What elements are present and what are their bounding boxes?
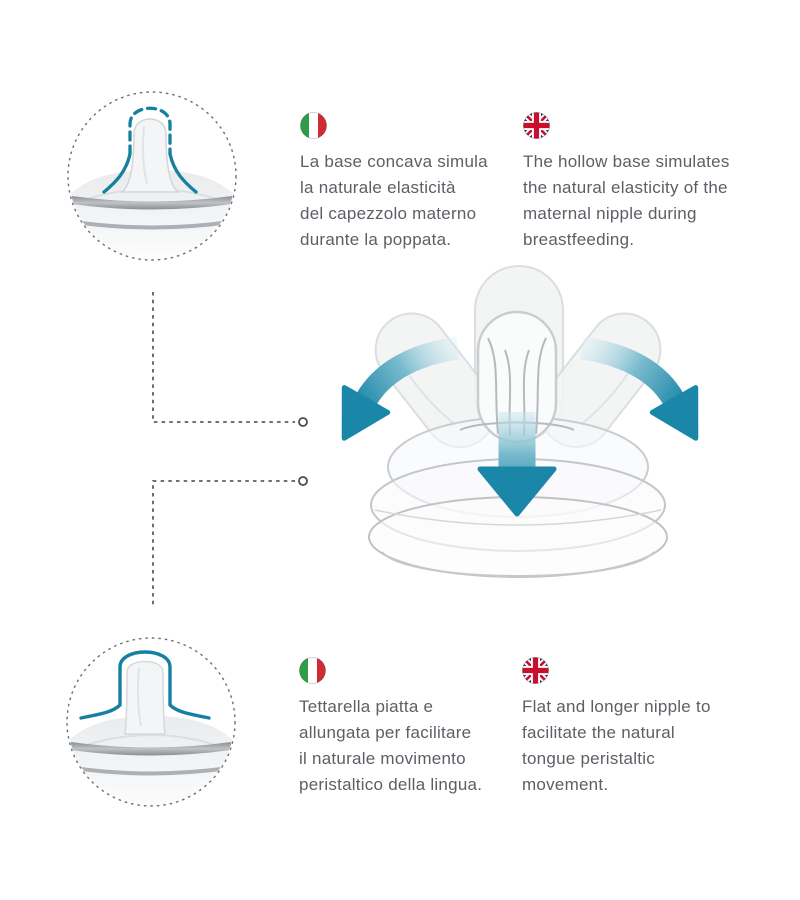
italy-flag-icon bbox=[299, 657, 326, 684]
caption-line: del capezzolo materno bbox=[300, 204, 477, 223]
caption-line: La base concava simula bbox=[300, 152, 488, 171]
caption-line: maternal nipple during bbox=[523, 204, 697, 223]
bottom-callout-circle bbox=[63, 634, 239, 810]
caption-line: facilitate the natural bbox=[522, 723, 675, 742]
caption-line: movement. bbox=[522, 775, 609, 794]
caption-line: la naturale elasticità bbox=[300, 178, 456, 197]
caption-line: Flat and longer nipple to bbox=[522, 697, 711, 716]
caption-line: il naturale movimento bbox=[299, 749, 466, 768]
caption-line: The hollow base simulates bbox=[523, 152, 730, 171]
caption-line: the natural elasticity of the bbox=[523, 178, 728, 197]
caption-line: tongue peristaltic bbox=[522, 749, 656, 768]
caption-line: allungata per facilitare bbox=[299, 723, 472, 742]
connector-top-path bbox=[153, 292, 295, 422]
caption-bottom-english bbox=[522, 657, 762, 798]
caption-top-english bbox=[523, 112, 763, 253]
caption-line: peristaltico della lingua. bbox=[299, 775, 483, 794]
connector-bottom-ring-icon bbox=[299, 477, 307, 485]
connector-bottom-path bbox=[153, 481, 295, 608]
top-callout-circle bbox=[64, 88, 240, 264]
caption-bottom-italian bbox=[299, 657, 539, 798]
teat-flat-elongated-illustration bbox=[63, 652, 239, 810]
uk-flag-icon bbox=[522, 657, 549, 684]
connector-top-ring-icon bbox=[299, 418, 307, 426]
caption-top-italian bbox=[300, 112, 540, 253]
uk-flag-icon bbox=[523, 112, 550, 139]
teat-concave-base-illustration bbox=[64, 108, 240, 264]
caption-line: breastfeeding. bbox=[523, 230, 635, 249]
main-teat-illustration bbox=[330, 262, 710, 612]
nipple-shape bbox=[125, 662, 165, 735]
italy-flag-icon bbox=[300, 112, 327, 139]
caption-line: Tettarella piatta e bbox=[299, 697, 434, 716]
caption-line: durante la poppata. bbox=[300, 230, 452, 249]
